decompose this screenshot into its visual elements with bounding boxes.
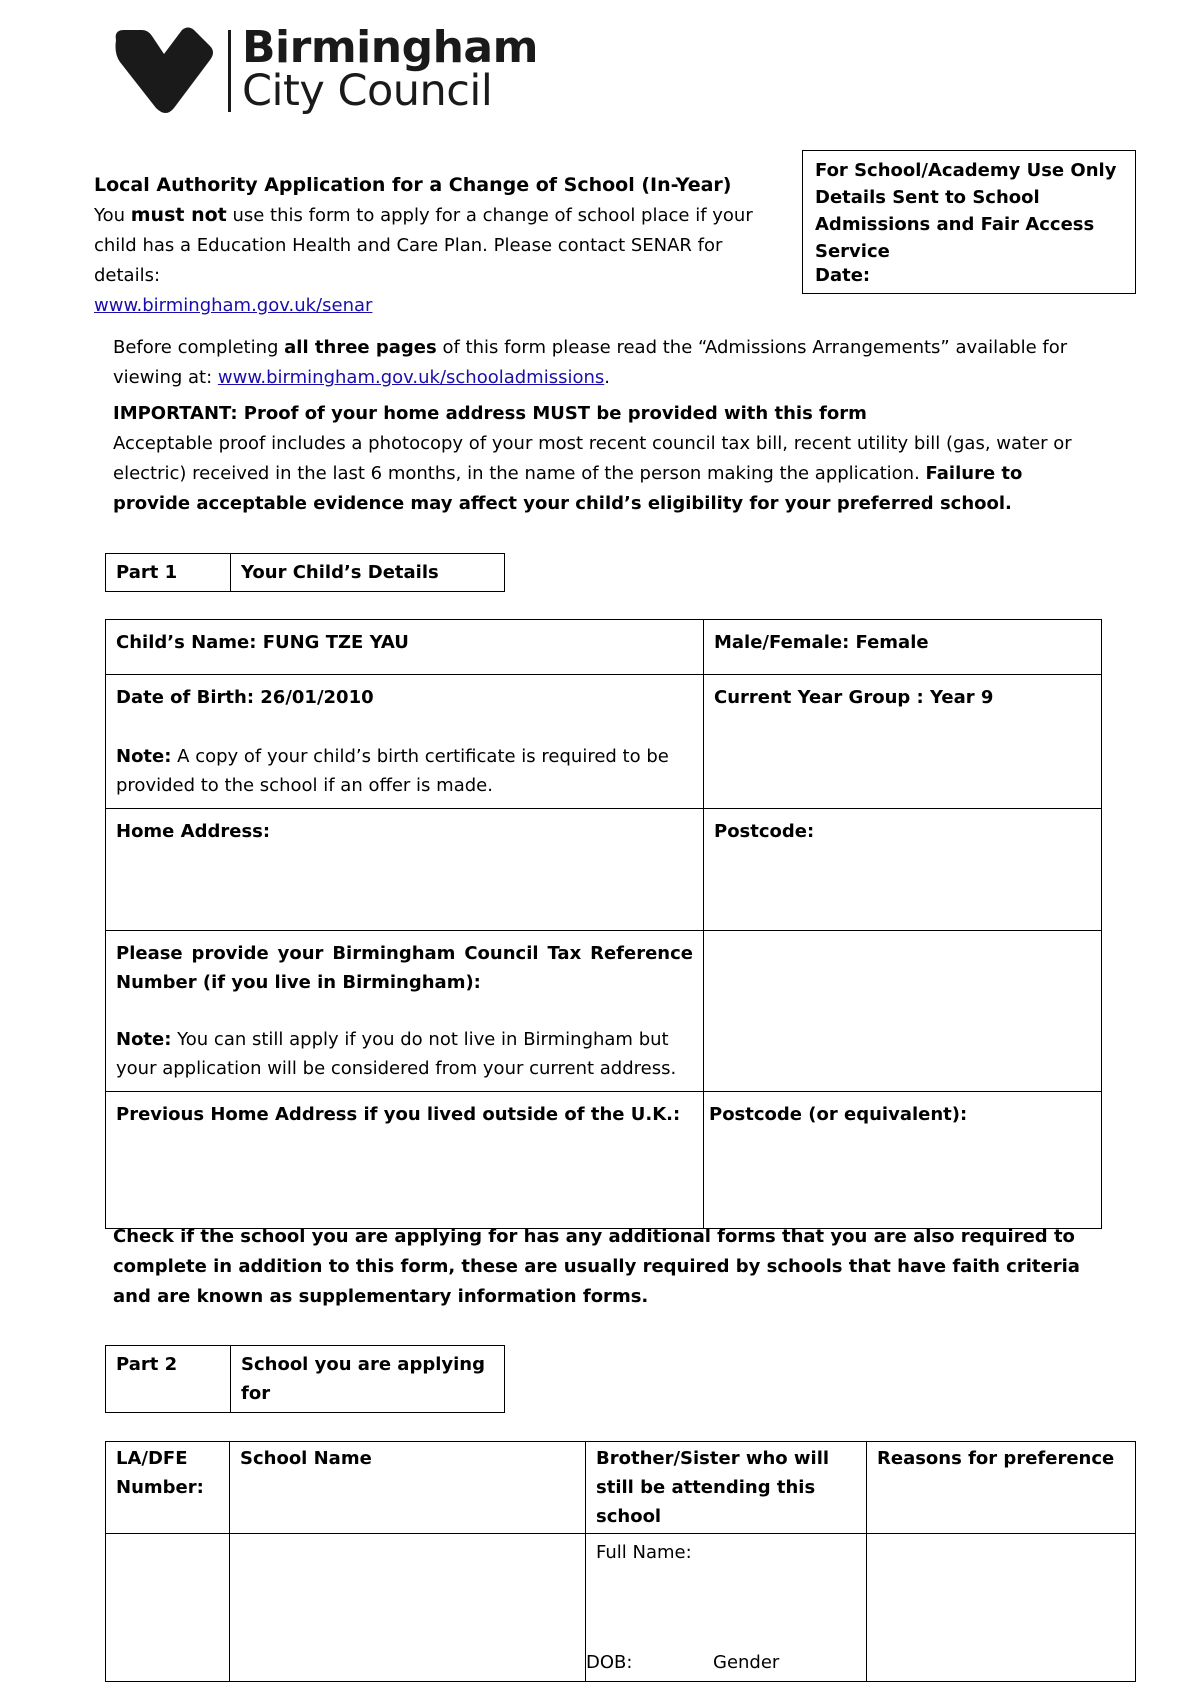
notice-p1-bold: all three pages [284,337,437,358]
part2-label: Part 2 [106,1346,231,1413]
logo-line1: Birmingham [242,22,538,73]
intro-text-post: use this form to apply for a change of school place if your child has a Education Health and Care Plan. Please contact SENAR for details: [94,205,753,286]
sibling-cell[interactable] [586,1534,867,1682]
office-use-heading: For School/Academy Use Only Details Sent to School Admissions and Fair Access Service [815,160,1117,262]
notice-p2-bold: Failure to provide acceptable evidence may affect your child’s eligibility for your preferred school. [113,463,1023,514]
dob-field[interactable]: Date of Birth: 26/01/2010 [116,687,374,708]
year-group-field[interactable]: Current Year Group : Year 9 [704,675,1102,809]
col-header-reasons: Reasons for preference [867,1442,1136,1534]
part1-header [105,553,505,592]
notice-p1-post: of this form please read the “Admissions Arrangements” available for viewing at: [113,337,1068,388]
la-dfe-input[interactable] [106,1534,230,1682]
office-use-date: Date: [815,265,871,286]
notice-para1 [113,333,1093,393]
intro-text-pre: You [94,205,131,226]
sibling-full-name-label: Full Name: [596,1542,692,1563]
col-header-la-dfe: LA/DFE Number: [106,1442,230,1534]
school-preference-table [105,1441,1136,1682]
senar-link[interactable]: www.birmingham.gov.uk/senar [94,295,373,316]
supplementary-forms-note: Check if the school you are applying for has any additional forms that you are also required to complete in addition to this form, these are usually required by schools that have faith criteria and are known as supplementary information forms. [113,1226,1080,1307]
tax-ref-cell [106,931,704,1092]
notice-p2-normal: Acceptable proof includes a photocopy of your most recent council tax bill, recent utility bill (gas, water or electric) received in the last 6 months, in the name of the person making the application. [113,433,1072,484]
intro-text-bold: must not [130,204,227,226]
form-title: Local Authority Application for a Change of School (In-Year) [94,174,732,196]
col-header-school-name: School Name [230,1442,586,1534]
part1-label: Part 1 [106,554,231,592]
council-logo-mark [112,26,217,116]
postcode-field[interactable]: Postcode: [704,809,1102,931]
dob-cell [106,675,704,809]
col-header-sibling: Brother/Sister who will still be attending this school [586,1442,867,1534]
office-use-box [802,150,1136,294]
intro-section [94,170,794,321]
previous-postcode-field[interactable]: Postcode (or equivalent): [704,1092,1102,1229]
logo-divider [228,30,231,112]
sibling-gender-label: Gender [713,1652,780,1673]
dob-note-label: Note: [116,746,172,767]
home-address-field[interactable]: Home Address: [106,809,704,931]
dob-note-text: A copy of your child’s birth certificate is required to be provided to the school if an offer is made. [116,746,669,796]
important-notice: IMPORTANT: Proof of your home address MUST be provided with this form [113,403,867,424]
notice-section [113,333,1093,519]
dob-note [116,742,693,800]
tax-ref-note [116,1025,693,1083]
school-name-input[interactable] [230,1534,586,1682]
reasons-input[interactable] [867,1534,1136,1682]
tax-note-label: Note: [116,1029,172,1050]
previous-address-field[interactable]: Previous Home Address if you lived outside of the U.K.: [106,1092,704,1229]
part2-title: School you are applying for [231,1346,505,1413]
notice-para2 [113,429,1093,519]
notice-p1-pre: Before completing [113,337,285,358]
tax-ref-label: Please provide your Birmingham Council Tax Reference Number (if you live in Birmingham): [116,943,693,993]
child-details-table [105,619,1102,1229]
admissions-link[interactable]: www.birmingham.gov.uk/schooladmissions [217,367,605,388]
part2-header [105,1345,505,1413]
childs-name-field[interactable]: Child’s Name: FUNG TZE YAU [106,620,704,675]
tax-note-text: You can still apply if you do not live in Birmingham but your application will be considered from your current address. [116,1029,677,1079]
part1-title: Your Child’s Details [231,554,505,592]
logo-line2: City Council [242,66,493,116]
sibling-dob-label: DOB: [586,1652,633,1673]
gender-field[interactable]: Male/Female: Female [704,620,1102,675]
tax-ref-input[interactable] [704,931,1102,1092]
intro-text [94,200,794,291]
council-logo [112,22,538,121]
notice-p1-end: . [604,367,611,388]
